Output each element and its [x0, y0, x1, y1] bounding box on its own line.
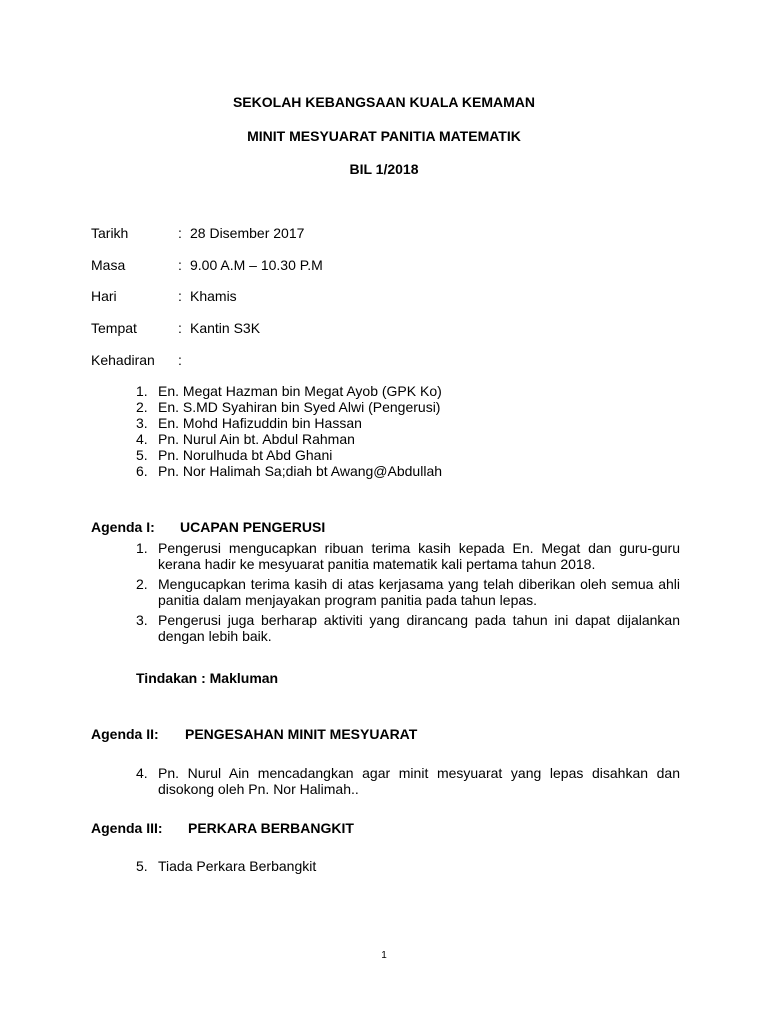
agenda-item — [136, 576, 680, 608]
attendee-name: Pn. Nor Halimah Sa;diah bt Awang@Abdullah — [158, 463, 443, 479]
list-number: 2. — [136, 576, 148, 592]
tempat-label: Tempat — [91, 320, 137, 336]
agenda-3-heading — [91, 820, 354, 836]
agenda-item — [136, 858, 680, 874]
attendee-item — [136, 431, 680, 447]
agenda-2-heading — [91, 726, 418, 742]
tarikh-label: Tarikh — [91, 225, 129, 241]
agenda-1-list — [136, 540, 680, 644]
hari-label: Hari — [91, 288, 117, 304]
agenda-item — [136, 612, 680, 644]
attendee-name: En. S.MD Syahiran bin Syed Alwi (Pengerusi) — [158, 399, 441, 415]
list-number: 3. — [136, 612, 148, 628]
agenda-3-list — [136, 858, 680, 874]
tindakan-line: Tindakan : Makluman — [136, 670, 279, 686]
colon: : — [178, 288, 182, 304]
school-name: SEKOLAH KEBANGSAAN KUALA KEMAMAN — [232, 94, 536, 110]
agenda-2-list — [136, 765, 680, 797]
agenda-item-text: Pn. Nurul Ain mencadangkan agar minit mesyuarat yang lepas disahkan dan disokong oleh Pn. Nor Halimah.. — [158, 765, 680, 797]
masa-label: Masa — [91, 257, 126, 273]
attendee-item — [136, 447, 680, 463]
agenda-item-text: Pengerusi mengucapkan ribuan terima kasih kepada En. Megat dan guru-guru kerana hadir ke mesyuarat panitia matematik kali pertama tahun 2018. — [158, 540, 680, 572]
agenda-item — [136, 765, 680, 797]
attendee-name: En. Mohd Hafizuddin bin Hassan — [158, 415, 362, 431]
attendance-list — [136, 383, 680, 479]
colon: : — [178, 257, 182, 273]
attendee-item — [136, 463, 680, 479]
hari-value: Khamis — [190, 288, 237, 304]
agenda-3-label: Agenda III: — [91, 820, 163, 836]
colon: : — [178, 225, 182, 241]
page-number: 1 — [381, 950, 387, 961]
list-number: 4. — [136, 431, 148, 447]
kehadiran-label: Kehadiran — [91, 352, 155, 368]
attendee-item — [136, 415, 680, 431]
agenda-3-title: PERKARA BERBANGKIT — [188, 820, 354, 836]
list-number: 5. — [136, 858, 148, 874]
tempat-row — [91, 320, 260, 336]
document-title: MINIT MESYUARAT PANITIA MATEMATIK — [247, 128, 521, 144]
attendee-item — [136, 383, 680, 399]
list-number: 1. — [136, 383, 148, 399]
attendee-name: Pn. Norulhuda bt Abd Ghani — [158, 447, 333, 463]
agenda-2-label: Agenda II: — [91, 726, 159, 742]
agenda-item-text: Mengucapkan terima kasih di atas kerjasama yang telah diberikan oleh semua ahli panitia dalam menjayakan program panitia pada tahun lepas. — [158, 576, 680, 608]
agenda-2-title: PENGESAHAN MINIT MESYUARAT — [185, 726, 418, 742]
list-number: 4. — [136, 765, 148, 781]
masa-value: 9.00 A.M – 10.30 P.M — [190, 257, 323, 273]
list-number: 3. — [136, 415, 148, 431]
colon: : — [178, 352, 182, 368]
attendee-name: En. Megat Hazman bin Megat Ayob (GPK Ko) — [158, 383, 442, 399]
agenda-item-text: Pengerusi juga berharap aktiviti yang dirancang pada tahun ini dapat dijalankan dengan lebih baik. — [158, 612, 680, 644]
attendee-item — [136, 399, 680, 415]
meeting-number: BIL 1/2018 — [349, 161, 419, 177]
agenda-1-heading — [91, 519, 326, 535]
tempat-value: Kantin S3K — [190, 320, 261, 336]
attendee-name: Pn. Nurul Ain bt. Abdul Rahman — [158, 431, 355, 447]
masa-row — [91, 257, 323, 273]
list-number: 5. — [136, 447, 148, 463]
tarikh-value: 28 Disember 2017 — [190, 225, 305, 241]
list-number: 6. — [136, 463, 148, 479]
tarikh-row — [91, 225, 304, 241]
agenda-item — [136, 540, 680, 572]
kehadiran-row — [91, 352, 190, 368]
list-number: 1. — [136, 540, 148, 556]
agenda-1-label: Agenda I: — [91, 519, 155, 535]
hari-row — [91, 288, 237, 304]
colon: : — [178, 320, 182, 336]
agenda-1-title: UCAPAN PENGERUSI — [180, 519, 326, 535]
list-number: 2. — [136, 399, 148, 415]
agenda-item-text: Tiada Perkara Berbangkit — [158, 858, 317, 874]
